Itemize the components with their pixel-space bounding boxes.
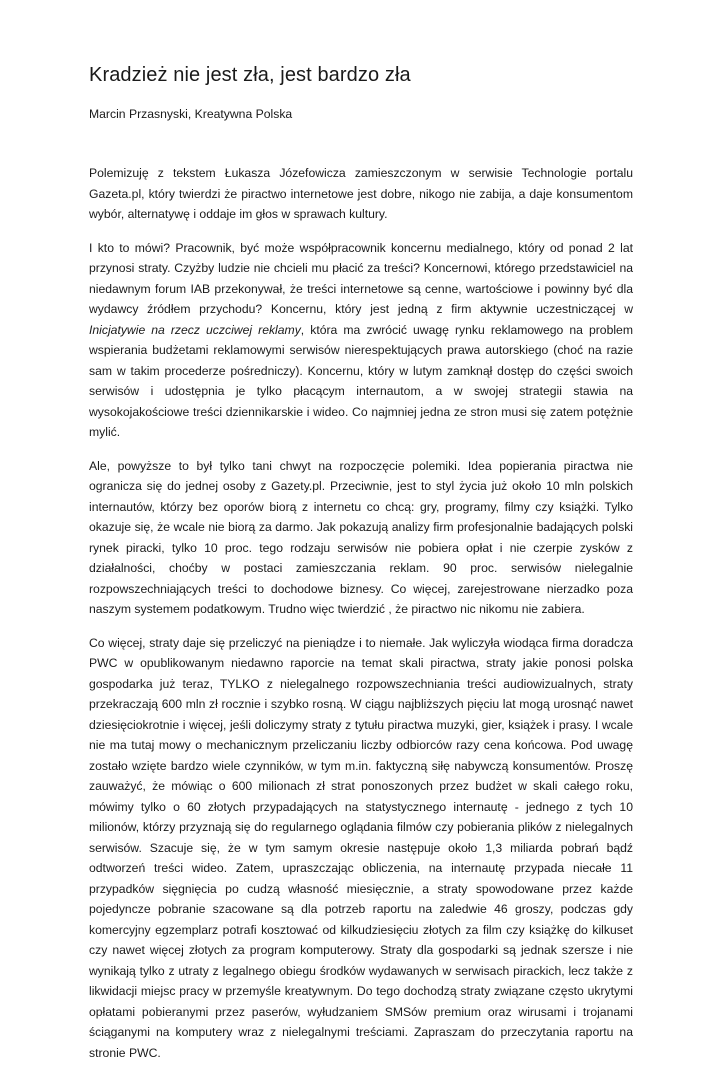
body-paragraph [89, 238, 633, 443]
paragraph-text: Co więcej, straty daje się przeliczyć na pieniądze i to niemałe. Jak wyliczyła wiodąca firma doradcza PWC w opublikowanym niedawno raporcie na temat skali piractwa, straty jakie ponosi polska gospodarka już teraz, TYLKO z nielegalnego rozpowszechniania treści audiowizualnych, straty przekraczają 600 mln zł rocznie i szybko rosną. W ciągu najbliższych pięciu lat mogą urosnąć nawet dziesięciokrotnie i więcej, jeśli doliczymy straty z tytułu piractwa muzyki, gier, książek i prasy. I wcale nie ma tutaj mowy o mechanicznym przeliczaniu liczby odbiorców razy cena końcowa. Pod uwagę zostało wzięte bardzo wiele czynników, w tym m.in. faktyczną siłę nabywczą konsumentów. Proszę zauważyć, że mówiąc o 600 milionach zł strat ponoszonych przez budżet w skali całego roku, mówimy tylko o 60 złotych przypadających na statystycznego internautę - jednego z tych 10 milionów, którzy przyznają się do regularnego oglądania filmów czy pobierania plików z nielegalnych serwisów. Szacuje się, że w tym samym okresie następuje około 1,3 miliarda pobrań bądź odtworzeń treści wideo. Zatem, upraszczając obliczenia, na internautę przypada niecałe 11 przypadków sięgnięcia po cudzą własność miesięcznie, a straty spowodowane przez każde pojedyncze pobranie szacowane są dla potrzeb raportu na zaledwie 46 groszy, podczas gdy komercyjny egzemplarz potrafi kosztować od kilkudziesięciu złotych za film czy książkę do kilkuset czy nawet więcej złotych za program komputerowy. Straty dla gospodarki są jednak szersze i nie wynikają tylko z utraty z legalnego obiegu środków wydawanych w serwisach pirackich, lecz także z likwidacji miejsc pracy w przemyśle kreatywnym. Do tego dochodzą straty związane często ukrytymi opłatami pobieranymi przez paserów, wyłudzaniem SMSów premium oraz wirusami i trojanami ściąganymi na komputery wraz z nielegalnymi treściami. Zapraszam do przeczytania raportu na stronie PWC. [89, 635, 633, 1060]
paragraph-text: Polemizuję z tekstem Łukasza Józefowicza zamieszczonym w serwisie Technologie portalu Gazeta.pl, który twierdzi że piractwo internetowe jest dobre, nikogo nie zabija, a daje konsumentom wybór, alternatywę i oddaje im głos w sprawach kultury. [89, 166, 633, 221]
document-body [89, 163, 633, 1063]
document-author: Marcin Przasnyski, Kreatywna Polska [89, 107, 293, 121]
paragraph-text: I kto to mówi? Pracownik, być może współpracownik koncernu medialnego, który od ponad 2 lat przynosi straty. Czyżby ludzie nie chcieli mu płacić za treści? Koncernowi, którego przedstawiciel na niedawnym forum IAB przekonywał, że treści internetowe są cenne, wartościowe i powinny być dla wydawcy źródłem przychodu? Koncernu, który jest jedną z firm aktywnie uczestniczącej w [89, 240, 633, 316]
paragraph-text: , która ma zwrócić uwagę rynku reklamowego na problem wspierania budżetami reklamowymi serwisów nierespektujących prawa autorskiego (choć na razie sam w takim procederze pośredniczy). Koncernu, który w lutym zamknął dostęp do części swoich serwisów i udostępnia je tylko płacącym internautom, a w swojej strategii stawia na wysokojakościowe treści dziennikarskie i wideo. Co najmniej jedna ze stron musi się zatem potężnie mylić. [89, 322, 633, 439]
body-paragraph [89, 633, 633, 1064]
body-paragraph [89, 163, 633, 225]
document-title: Kradzież nie jest zła, jest bardzo zła [89, 64, 411, 86]
document-page [89, 62, 633, 1076]
body-paragraph [89, 456, 633, 620]
italic-text: Inicjatywie na rzecz uczciwej reklamy [89, 322, 301, 337]
paragraph-text: Ale, powyższe to był tylko tani chwyt na rozpoczęcie polemiki. Idea popierania piractwa nie ogranicza się do jednej osoby z Gazety.pl. Przeciwnie, jest to styl życia już około 10 mln polskich internautów, którzy bez oporów biorą z internetu co chcą: gry, programy, filmy czy książki. Tylko okazuje się, że wcale nie biorą za darmo. Jak pokazują analizy firm profesjonalnie badających polski rynek piracki, tylko 10 proc. tego rodzaju serwisów nie pobiera opłat i nie czerpie zysków z działalności, choćby w postaci zamieszczania reklam. 90 proc. serwisów nielegalnie rozpowszechniających treści to dochodowe biznesy. Co więcej, zarejestrowane nierzadko poza naszym systemem podatkowym. Trudno więc twierdzić , że piractwo nic nikomu nie zabiera. [89, 458, 633, 616]
